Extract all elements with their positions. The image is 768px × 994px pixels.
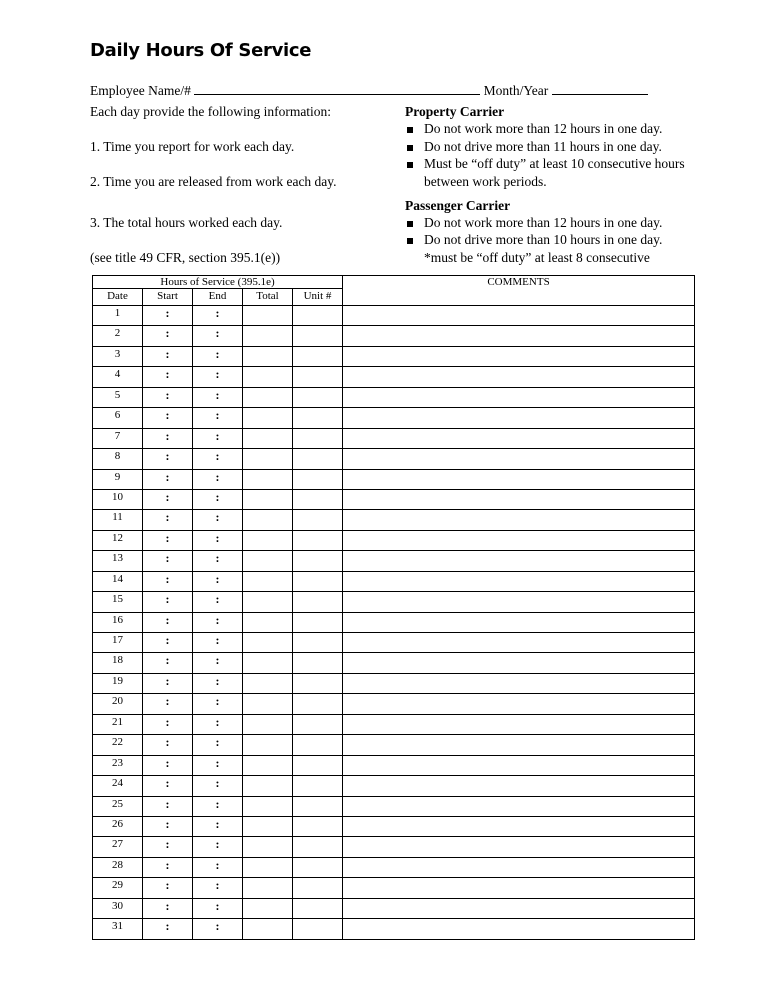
start-time-cell[interactable]: : (143, 387, 193, 407)
unit-cell[interactable] (293, 346, 343, 366)
table-row (93, 428, 695, 448)
end-time-cell[interactable]: : (193, 408, 243, 428)
unit-cell[interactable] (293, 551, 343, 571)
comments-cell[interactable] (343, 755, 695, 775)
hours-table (92, 275, 695, 940)
comments-cell[interactable] (343, 387, 695, 407)
passenger-carrier-heading: Passenger Carrier (405, 198, 511, 213)
date-cell: 20 (93, 694, 143, 714)
date-cell: 31 (93, 919, 143, 939)
total-cell[interactable] (243, 551, 293, 571)
hours-of-service-header: Hours of Service (395.1e) (93, 276, 343, 289)
table-row (93, 633, 695, 653)
table-row (93, 469, 695, 489)
table-row (93, 551, 695, 571)
table-row (93, 653, 695, 673)
start-time-cell[interactable]: : (143, 796, 193, 816)
start-time-cell[interactable]: : (143, 551, 193, 571)
total-cell[interactable] (243, 489, 293, 509)
comments-cell[interactable] (343, 633, 695, 653)
table-row (93, 857, 695, 877)
end-time-cell[interactable]: : (193, 837, 243, 857)
date-cell: 10 (93, 489, 143, 509)
bullet-icon (407, 145, 413, 151)
date-cell: 29 (93, 878, 143, 898)
unit-cell[interactable] (293, 714, 343, 734)
comments-cell[interactable] (343, 592, 695, 612)
end-time-cell[interactable]: : (193, 694, 243, 714)
date-cell: 8 (93, 449, 143, 469)
date-cell: 13 (93, 551, 143, 571)
property-rule: Must be “off duty” at least 10 consecutive hours (424, 156, 685, 171)
total-cell[interactable] (243, 326, 293, 346)
passenger-rule: *must be “off duty” at least 8 consecutive (424, 250, 650, 265)
total-cell[interactable] (243, 530, 293, 550)
total-cell[interactable] (243, 878, 293, 898)
end-time-cell[interactable]: : (193, 346, 243, 366)
unit-cell[interactable] (293, 449, 343, 469)
employee-name-row (90, 82, 648, 99)
table-row (93, 449, 695, 469)
total-cell[interactable] (243, 469, 293, 489)
unit-cell[interactable] (293, 387, 343, 407)
date-cell: 2 (93, 326, 143, 346)
start-time-cell[interactable]: : (143, 449, 193, 469)
unit-cell[interactable] (293, 469, 343, 489)
comments-cell[interactable] (343, 898, 695, 918)
date-cell: 27 (93, 837, 143, 857)
total-cell[interactable] (243, 735, 293, 755)
property-rule: between work periods. (424, 174, 547, 189)
comments-cell[interactable] (343, 919, 695, 939)
property-rule: Do not drive more than 11 hours in one day. (424, 139, 662, 154)
start-time-cell[interactable]: : (143, 898, 193, 918)
date-cell: 5 (93, 387, 143, 407)
end-time-cell[interactable]: : (193, 878, 243, 898)
table-row (93, 755, 695, 775)
total-cell[interactable] (243, 612, 293, 632)
date-cell: 30 (93, 898, 143, 918)
unit-cell[interactable] (293, 306, 343, 326)
bullet-icon (407, 221, 413, 227)
total-cell[interactable] (243, 857, 293, 877)
end-time-cell[interactable]: : (193, 755, 243, 775)
unit-cell[interactable] (293, 776, 343, 796)
comments-cell[interactable] (343, 326, 695, 346)
start-time-cell[interactable]: : (143, 571, 193, 591)
comments-cell[interactable] (343, 816, 695, 836)
date-cell: 16 (93, 612, 143, 632)
date-cell: 19 (93, 673, 143, 693)
start-time-cell[interactable]: : (143, 735, 193, 755)
end-header: End (193, 289, 243, 306)
table-row (93, 898, 695, 918)
total-cell[interactable] (243, 428, 293, 448)
unit-cell[interactable] (293, 816, 343, 836)
passenger-rule: Do not drive more than 10 hours in one day. (424, 232, 663, 247)
start-time-cell[interactable]: : (143, 714, 193, 734)
unit-cell[interactable] (293, 878, 343, 898)
total-cell[interactable] (243, 653, 293, 673)
total-cell[interactable] (243, 714, 293, 734)
unit-cell[interactable] (293, 919, 343, 939)
start-time-cell[interactable]: : (143, 346, 193, 366)
date-cell: 11 (93, 510, 143, 530)
bullet-icon (407, 127, 413, 133)
comments-cell[interactable] (343, 878, 695, 898)
unit-cell[interactable] (293, 837, 343, 857)
date-cell: 23 (93, 755, 143, 775)
start-time-cell[interactable]: : (143, 489, 193, 509)
comments-cell[interactable] (343, 346, 695, 366)
table-row (93, 326, 695, 346)
comments-cell[interactable] (343, 694, 695, 714)
table-row (93, 714, 695, 734)
comments-cell[interactable] (343, 653, 695, 673)
start-time-cell[interactable]: : (143, 816, 193, 836)
table-row (93, 367, 695, 387)
bullet-icon (407, 238, 413, 244)
date-cell: 1 (93, 306, 143, 326)
comments-cell[interactable] (343, 612, 695, 632)
table-row (93, 694, 695, 714)
table-row (93, 571, 695, 591)
start-header: Start (143, 289, 193, 306)
unit-cell[interactable] (293, 653, 343, 673)
end-time-cell[interactable]: : (193, 796, 243, 816)
unit-cell[interactable] (293, 592, 343, 612)
total-cell[interactable] (243, 673, 293, 693)
total-cell[interactable] (243, 816, 293, 836)
end-time-cell[interactable]: : (193, 816, 243, 836)
date-cell: 18 (93, 653, 143, 673)
end-time-cell[interactable]: : (193, 326, 243, 346)
table-row (93, 673, 695, 693)
employee-name-field[interactable] (194, 82, 480, 95)
unit-cell[interactable] (293, 367, 343, 387)
date-cell: 17 (93, 633, 143, 653)
unit-cell[interactable] (293, 735, 343, 755)
date-cell: 21 (93, 714, 143, 734)
end-time-cell[interactable]: : (193, 735, 243, 755)
date-cell: 9 (93, 469, 143, 489)
table-row (93, 489, 695, 509)
unit-cell[interactable] (293, 612, 343, 632)
date-cell: 28 (93, 857, 143, 877)
start-time-cell[interactable]: : (143, 633, 193, 653)
unit-cell[interactable] (293, 633, 343, 653)
start-time-cell[interactable]: : (143, 919, 193, 939)
total-cell[interactable] (243, 306, 293, 326)
start-time-cell[interactable]: : (143, 367, 193, 387)
instructions-intro: Each day provide the following information: (90, 104, 332, 119)
unit-cell[interactable] (293, 673, 343, 693)
table-row (93, 919, 695, 939)
end-time-cell[interactable]: : (193, 469, 243, 489)
table-row (93, 796, 695, 816)
table-row (93, 346, 695, 366)
start-time-cell[interactable]: : (143, 306, 193, 326)
month-year-field[interactable] (552, 82, 648, 95)
instruction-item: 2. Time you are released from work each day. (90, 174, 337, 189)
end-time-cell[interactable]: : (193, 653, 243, 673)
date-cell: 12 (93, 530, 143, 550)
total-cell[interactable] (243, 592, 293, 612)
table-row (93, 612, 695, 632)
end-time-cell[interactable]: : (193, 673, 243, 693)
total-cell[interactable] (243, 571, 293, 591)
unit-cell[interactable] (293, 408, 343, 428)
date-cell: 7 (93, 428, 143, 448)
table-row (93, 878, 695, 898)
unit-header: Unit # (293, 289, 343, 306)
start-time-cell[interactable]: : (143, 673, 193, 693)
end-time-cell[interactable]: : (193, 898, 243, 918)
date-cell: 6 (93, 408, 143, 428)
table-row (93, 816, 695, 836)
end-time-cell[interactable]: : (193, 428, 243, 448)
end-time-cell[interactable]: : (193, 551, 243, 571)
end-time-cell[interactable]: : (193, 857, 243, 877)
instruction-item: 1. Time you report for work each day. (90, 139, 295, 154)
total-cell[interactable] (243, 919, 293, 939)
passenger-rule: Do not work more than 12 hours in one day. (424, 215, 663, 230)
end-time-cell[interactable]: : (193, 510, 243, 530)
end-time-cell[interactable]: : (193, 449, 243, 469)
start-time-cell[interactable]: : (143, 694, 193, 714)
employee-name-label: Employee Name/# (90, 83, 191, 98)
comments-cell[interactable] (343, 837, 695, 857)
comments-cell[interactable] (343, 408, 695, 428)
table-row (93, 592, 695, 612)
start-time-cell[interactable]: : (143, 755, 193, 775)
table-row (93, 530, 695, 550)
total-cell[interactable] (243, 694, 293, 714)
end-time-cell[interactable]: : (193, 571, 243, 591)
comments-cell[interactable] (343, 367, 695, 387)
end-time-cell[interactable]: : (193, 612, 243, 632)
start-time-cell[interactable]: : (143, 776, 193, 796)
date-cell: 3 (93, 346, 143, 366)
bullet-icon (407, 162, 413, 168)
comments-cell[interactable] (343, 530, 695, 550)
start-time-cell[interactable]: : (143, 469, 193, 489)
unit-cell[interactable] (293, 571, 343, 591)
table-row (93, 735, 695, 755)
unit-cell[interactable] (293, 428, 343, 448)
unit-cell[interactable] (293, 489, 343, 509)
unit-cell[interactable] (293, 755, 343, 775)
date-cell: 24 (93, 776, 143, 796)
end-time-cell[interactable]: : (193, 919, 243, 939)
unit-cell[interactable] (293, 694, 343, 714)
total-cell[interactable] (243, 755, 293, 775)
reference-note: (see title 49 CFR, section 395.1(e)) (90, 250, 281, 265)
month-year-label: Month/Year (483, 83, 549, 98)
unit-cell[interactable] (293, 857, 343, 877)
comments-cell[interactable] (343, 306, 695, 326)
start-time-cell[interactable]: : (143, 592, 193, 612)
comments-cell[interactable] (343, 489, 695, 509)
start-time-cell[interactable]: : (143, 878, 193, 898)
end-time-cell[interactable]: : (193, 714, 243, 734)
comments-cell[interactable] (343, 510, 695, 530)
total-cell[interactable] (243, 898, 293, 918)
table-row (93, 837, 695, 857)
end-time-cell[interactable]: : (193, 633, 243, 653)
start-time-cell[interactable]: : (143, 428, 193, 448)
end-time-cell[interactable]: : (193, 489, 243, 509)
start-time-cell[interactable]: : (143, 837, 193, 857)
comments-cell[interactable] (343, 673, 695, 693)
start-time-cell[interactable]: : (143, 530, 193, 550)
comments-cell[interactable] (343, 735, 695, 755)
date-header: Date (93, 289, 143, 306)
date-cell: 22 (93, 735, 143, 755)
date-cell: 14 (93, 571, 143, 591)
total-cell[interactable] (243, 837, 293, 857)
end-time-cell[interactable]: : (193, 306, 243, 326)
comments-cell[interactable] (343, 796, 695, 816)
date-cell: 25 (93, 796, 143, 816)
comments-header: COMMENTS (343, 276, 695, 306)
unit-cell[interactable] (293, 530, 343, 550)
end-time-cell[interactable]: : (193, 387, 243, 407)
date-cell: 26 (93, 816, 143, 836)
start-time-cell[interactable]: : (143, 510, 193, 530)
total-cell[interactable] (243, 510, 293, 530)
total-cell[interactable] (243, 346, 293, 366)
property-carrier-heading: Property Carrier (405, 104, 505, 119)
page-title: Daily Hours Of Service (90, 40, 312, 61)
unit-cell[interactable] (293, 326, 343, 346)
total-header: Total (243, 289, 293, 306)
comments-cell[interactable] (343, 551, 695, 571)
end-time-cell[interactable]: : (193, 592, 243, 612)
end-time-cell[interactable]: : (193, 530, 243, 550)
table-row (93, 510, 695, 530)
table-row (93, 408, 695, 428)
total-cell[interactable] (243, 796, 293, 816)
comments-cell[interactable] (343, 428, 695, 448)
comments-cell[interactable] (343, 571, 695, 591)
date-cell: 4 (93, 367, 143, 387)
table-row (93, 776, 695, 796)
unit-cell[interactable] (293, 898, 343, 918)
property-rule: Do not work more than 12 hours in one day. (424, 121, 663, 136)
start-time-cell[interactable]: : (143, 408, 193, 428)
total-cell[interactable] (243, 449, 293, 469)
comments-cell[interactable] (343, 776, 695, 796)
unit-cell[interactable] (293, 796, 343, 816)
end-time-cell[interactable]: : (193, 776, 243, 796)
total-cell[interactable] (243, 367, 293, 387)
date-cell: 15 (93, 592, 143, 612)
end-time-cell[interactable]: : (193, 367, 243, 387)
comments-cell[interactable] (343, 714, 695, 734)
start-time-cell[interactable]: : (143, 857, 193, 877)
instruction-item: 3. The total hours worked each day. (90, 215, 283, 230)
start-time-cell[interactable]: : (143, 653, 193, 673)
table-row (93, 306, 695, 326)
total-cell[interactable] (243, 408, 293, 428)
comments-cell[interactable] (343, 857, 695, 877)
comments-cell[interactable] (343, 449, 695, 469)
start-time-cell[interactable]: : (143, 326, 193, 346)
total-cell[interactable] (243, 633, 293, 653)
total-cell[interactable] (243, 776, 293, 796)
table-row (93, 387, 695, 407)
comments-cell[interactable] (343, 469, 695, 489)
total-cell[interactable] (243, 387, 293, 407)
start-time-cell[interactable]: : (143, 612, 193, 632)
unit-cell[interactable] (293, 510, 343, 530)
